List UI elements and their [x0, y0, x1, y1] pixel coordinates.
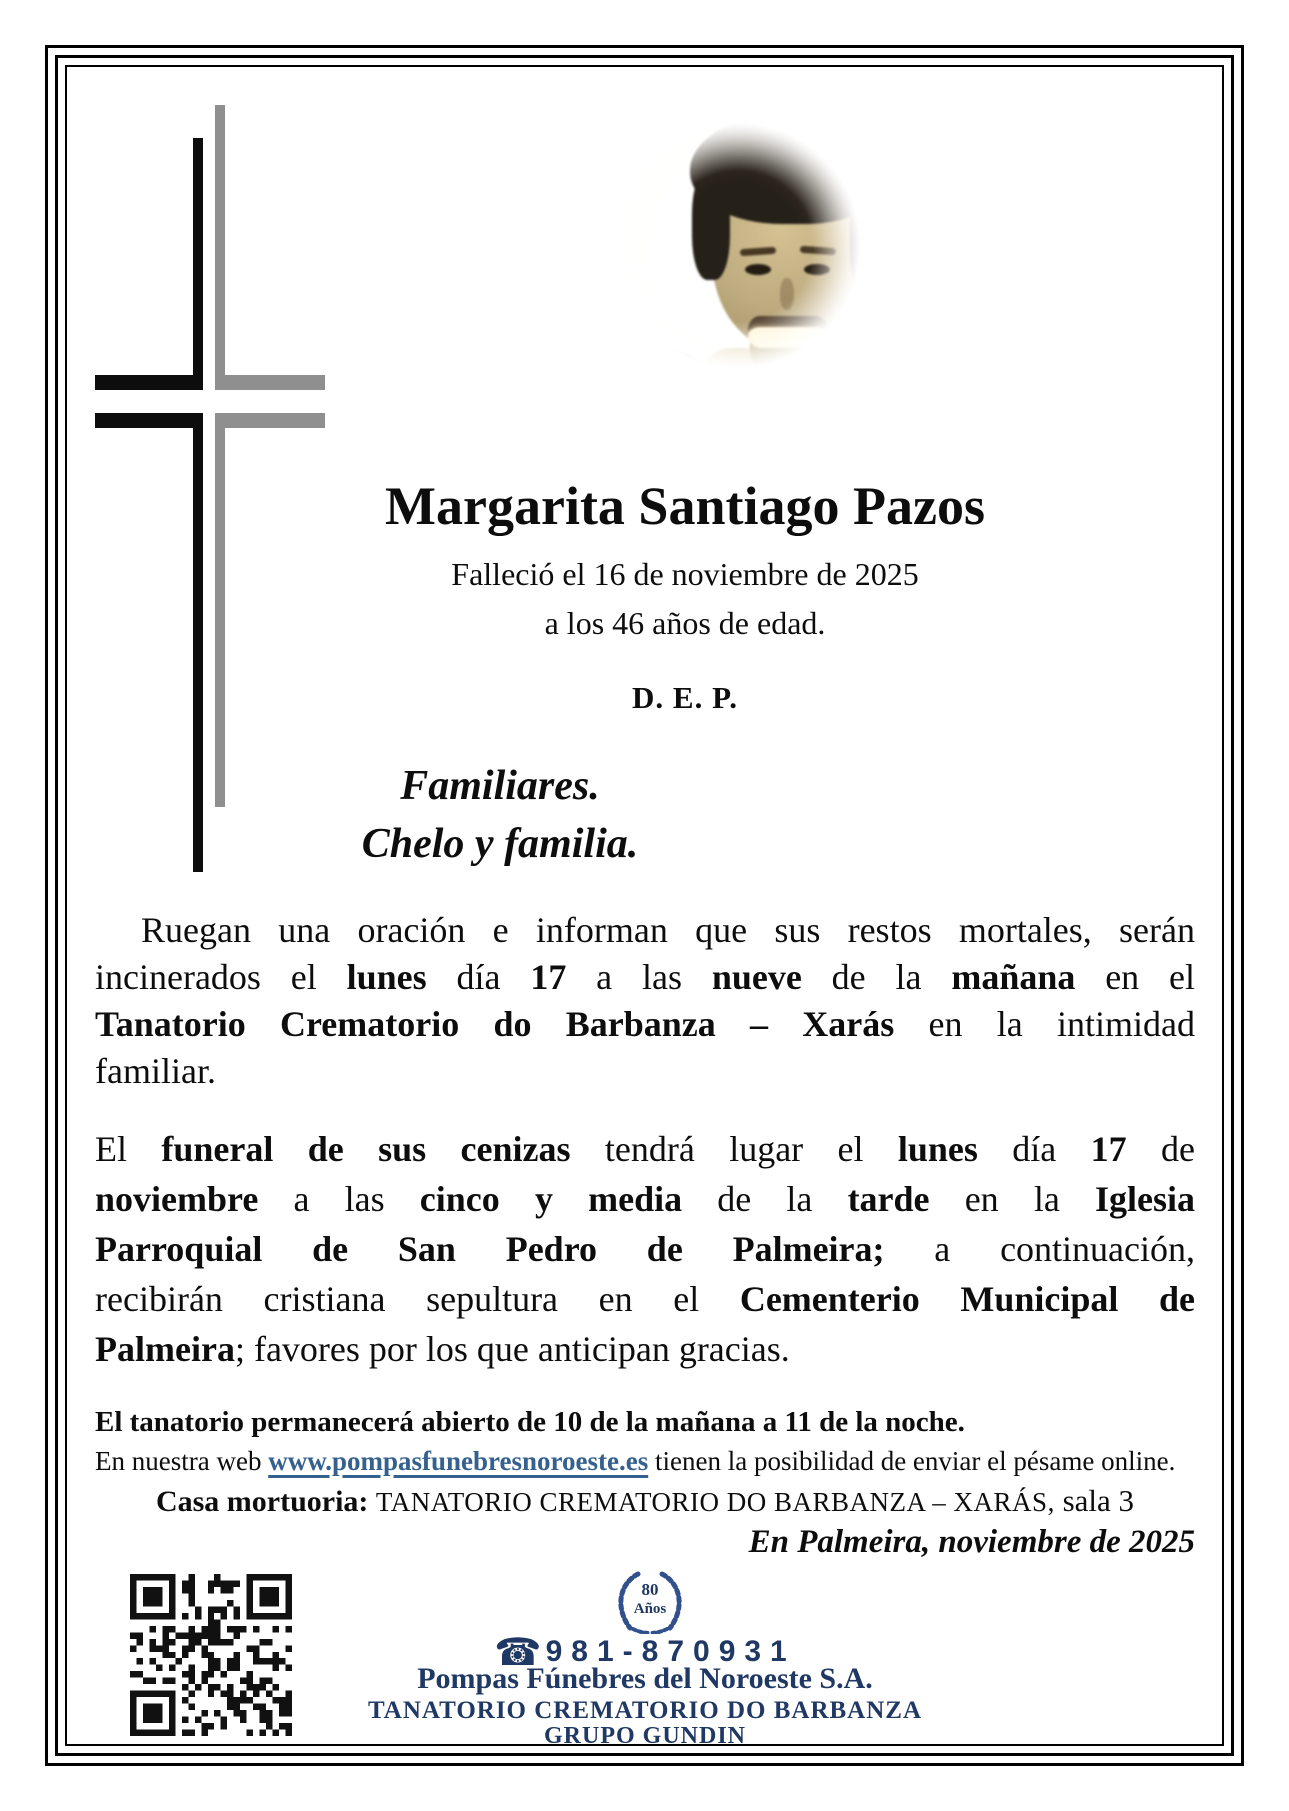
casa-mortuoria-value: TANATORIO CREMATORIO DO BARBANZA – XARÁS,	[375, 1487, 1055, 1517]
death-date-line: Falleció el 16 de noviembre de 2025	[451, 556, 919, 592]
phone-number: 981-870931	[545, 1635, 796, 1668]
mourners-line-2: Chelo y familia.	[361, 821, 639, 867]
portrait-hair	[692, 170, 730, 280]
website-line-suffix: tienen la posibilidad de enviar el pésame online.	[648, 1446, 1176, 1476]
telephone-icon: ☎	[494, 1630, 542, 1674]
website-line	[95, 1446, 1195, 1477]
portrait-hair	[850, 162, 886, 302]
anniversary-number: 80	[641, 1580, 659, 1599]
casa-mortuoria-sala: sala 3	[1054, 1483, 1135, 1518]
mourners-line-1: Familiares.	[400, 763, 600, 809]
portrait-face	[712, 154, 864, 350]
portrait-photo	[588, 96, 888, 408]
portrait-collar	[706, 348, 802, 410]
age-line: a los 46 años de edad.	[544, 605, 826, 641]
casa-mortuoria-line	[95, 1483, 1195, 1519]
facility-name: TANATORIO CREMATORIO DO BARBANZA	[367, 1697, 923, 1724]
announcement-paragraph-cremation: Ruegan una oración e informan que sus restos mortales, serán incinerados el lunes día 17 a las nueve de la mañana en el Tanatorio Crematorio do Barbanza – Xarás en la intimidad familiar.	[95, 910, 1196, 1091]
portrait-nose	[780, 278, 794, 310]
portrait-eye	[804, 264, 830, 275]
laurel-80-years-icon	[605, 1568, 695, 1634]
dep-abbreviation: D. E. P.	[632, 680, 738, 715]
casa-mortuoria-label: Casa mortuoria:	[155, 1485, 376, 1518]
funeral-company-name: Pompas Fúnebres del Noroeste S.A.	[417, 1662, 873, 1695]
portrait-smile	[748, 318, 828, 348]
place-date-line: En Palmeira, noviembre de 2025	[748, 1524, 1195, 1560]
deceased-name: Margarita Santiago Pazos	[385, 476, 985, 536]
portrait-eyebrow	[740, 247, 776, 256]
tanatorio-hours-line: El tanatorio permanecerá abierto de 10 de la mañana a 11 de la noche.	[95, 1406, 965, 1438]
group-name: GRUPO GUNDIN	[544, 1723, 746, 1749]
portrait-eye	[745, 264, 771, 275]
announcement-paragraph-funeral: El funeral de sus cenizas tendrá lugar el lunes día 17 de noviembre a las cinco y media de la tarde en la Iglesia Parroquial de San Pedro de Palmeira; a continuación, recibirán cristiana sepultura en el Cementerio Municipal de Palmeira; favores por los que anticipan gracias.	[95, 1129, 1196, 1369]
website-line-prefix: En nuestra web	[95, 1446, 269, 1476]
anniversary-word: Años	[633, 1601, 667, 1617]
portrait-hair	[690, 112, 890, 224]
portrait-eyebrow	[800, 246, 836, 255]
website-link[interactable]: www.pompasfunebresnoroeste.es	[268, 1446, 649, 1476]
portrait-neck	[750, 314, 824, 372]
